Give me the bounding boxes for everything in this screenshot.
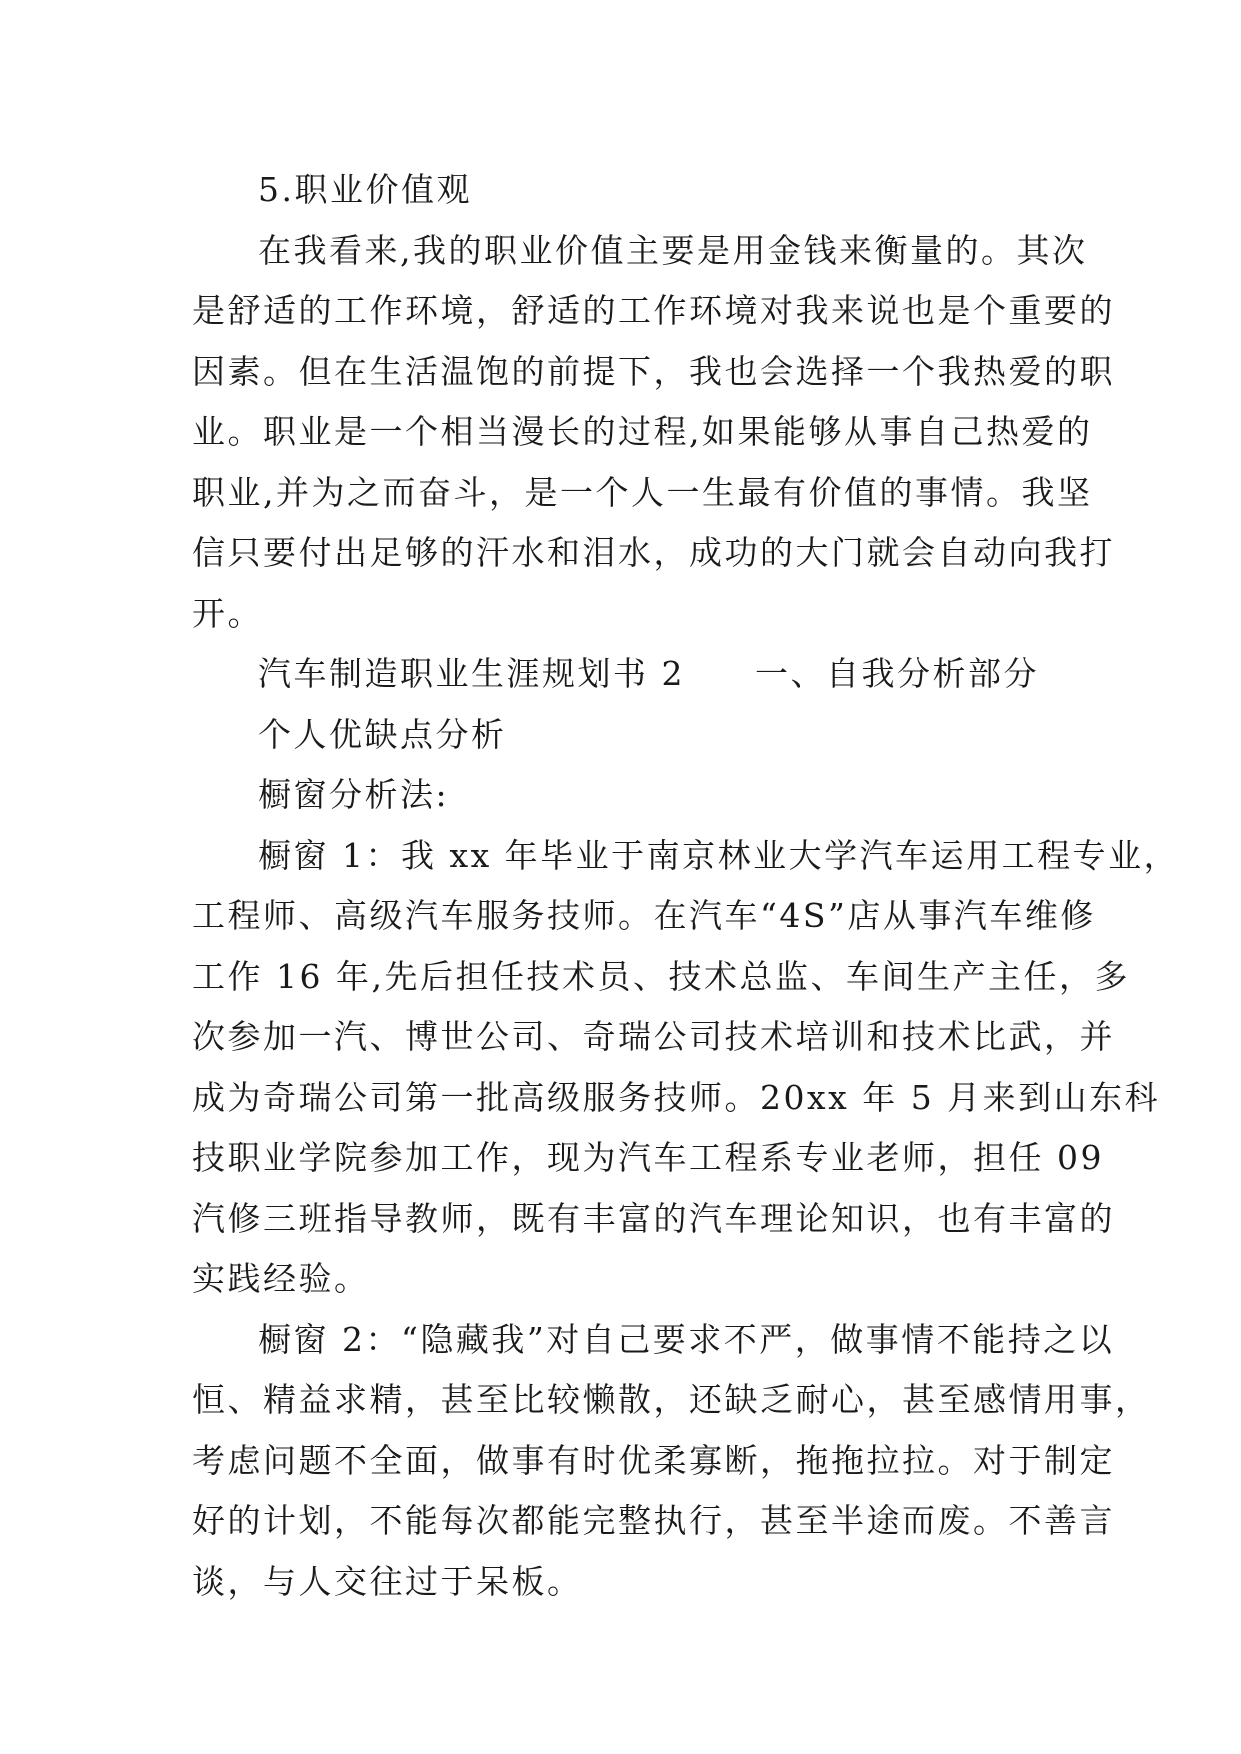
paragraph-line: 好的计划，不能每次都能完整执行，甚至半途而废。不善言	[192, 1501, 1115, 1540]
paragraph-line: 职业,并为之而奋斗，是一个人一生最有价值的事情。我坚	[192, 472, 1093, 512]
paragraph-line: 次参加一汽、博世公司、奇瑞公司技术培训和技术比武，并	[192, 1017, 1115, 1056]
document-title-line	[192, 644, 1052, 705]
subsection-heading: 个人优缺点分析	[258, 714, 507, 754]
paragraph-line: 谈，与人交往过于呆板。	[192, 1561, 583, 1601]
paragraph-line: 业。职业是一个相当漫长的过程,如果能够从事自己热爱的	[192, 412, 1093, 451]
paragraph-line: 考虑问题不全面，做事有时优柔寡断，拖拖拉拉。对于制定	[192, 1440, 1115, 1480]
paragraph-line: 成为奇瑞公司第一批高级服务技师。20xx 年 5 月来到山东科	[192, 1077, 1161, 1117]
paragraph-line: 工程师、高级汽车服务技师。在汽车“4S”店从事汽车维修	[192, 896, 1096, 935]
paragraph-line: 橱窗 1：我 xx 年毕业于南京林业大学汽车运用工程专业，	[258, 835, 1180, 875]
document-body	[192, 160, 1180, 1612]
paragraph-line: 因素。但在生活温饱的前提下，我也会选择一个我热爱的职	[192, 351, 1115, 391]
paragraph-line: 工作 16 年,先后担任技术员、技术总监、车间生产主任，多	[192, 956, 1130, 996]
paragraph-line: 在我看来,我的职业价值主要是用金钱来衡量的。其次	[258, 230, 1088, 270]
paragraph-line: 信只要付出足够的汗水和泪水，成功的大门就会自动向我打	[192, 533, 1115, 572]
paragraph-line: 开。	[192, 593, 263, 633]
paragraph-line: 橱窗 2：“隐藏我”对自己要求不严，做事情不能持之以	[258, 1319, 1115, 1359]
paragraph-line: 技职业学院参加工作，现为汽车工程系专业老师，担任 09	[192, 1138, 1104, 1177]
subsection-heading: 橱窗分析法:	[258, 775, 450, 814]
paragraph-line: 汽修三班指导教师，既有丰富的汽车理论知识，也有丰富的	[192, 1198, 1115, 1238]
document-title: 汽车制造职业生涯规划书 2	[258, 654, 685, 693]
section-heading: 5.职业价值观	[258, 170, 472, 209]
section-heading: 一、自我分析部分	[755, 654, 1039, 693]
paragraph-line: 实践经验。	[192, 1259, 370, 1298]
paragraph-line: 是舒适的工作环境，舒适的工作环境对我来说也是个重要的	[192, 291, 1115, 330]
paragraph-line: 恒、精益求精，甚至比较懒散，还缺乏耐心，甚至感情用事，	[192, 1380, 1151, 1419]
